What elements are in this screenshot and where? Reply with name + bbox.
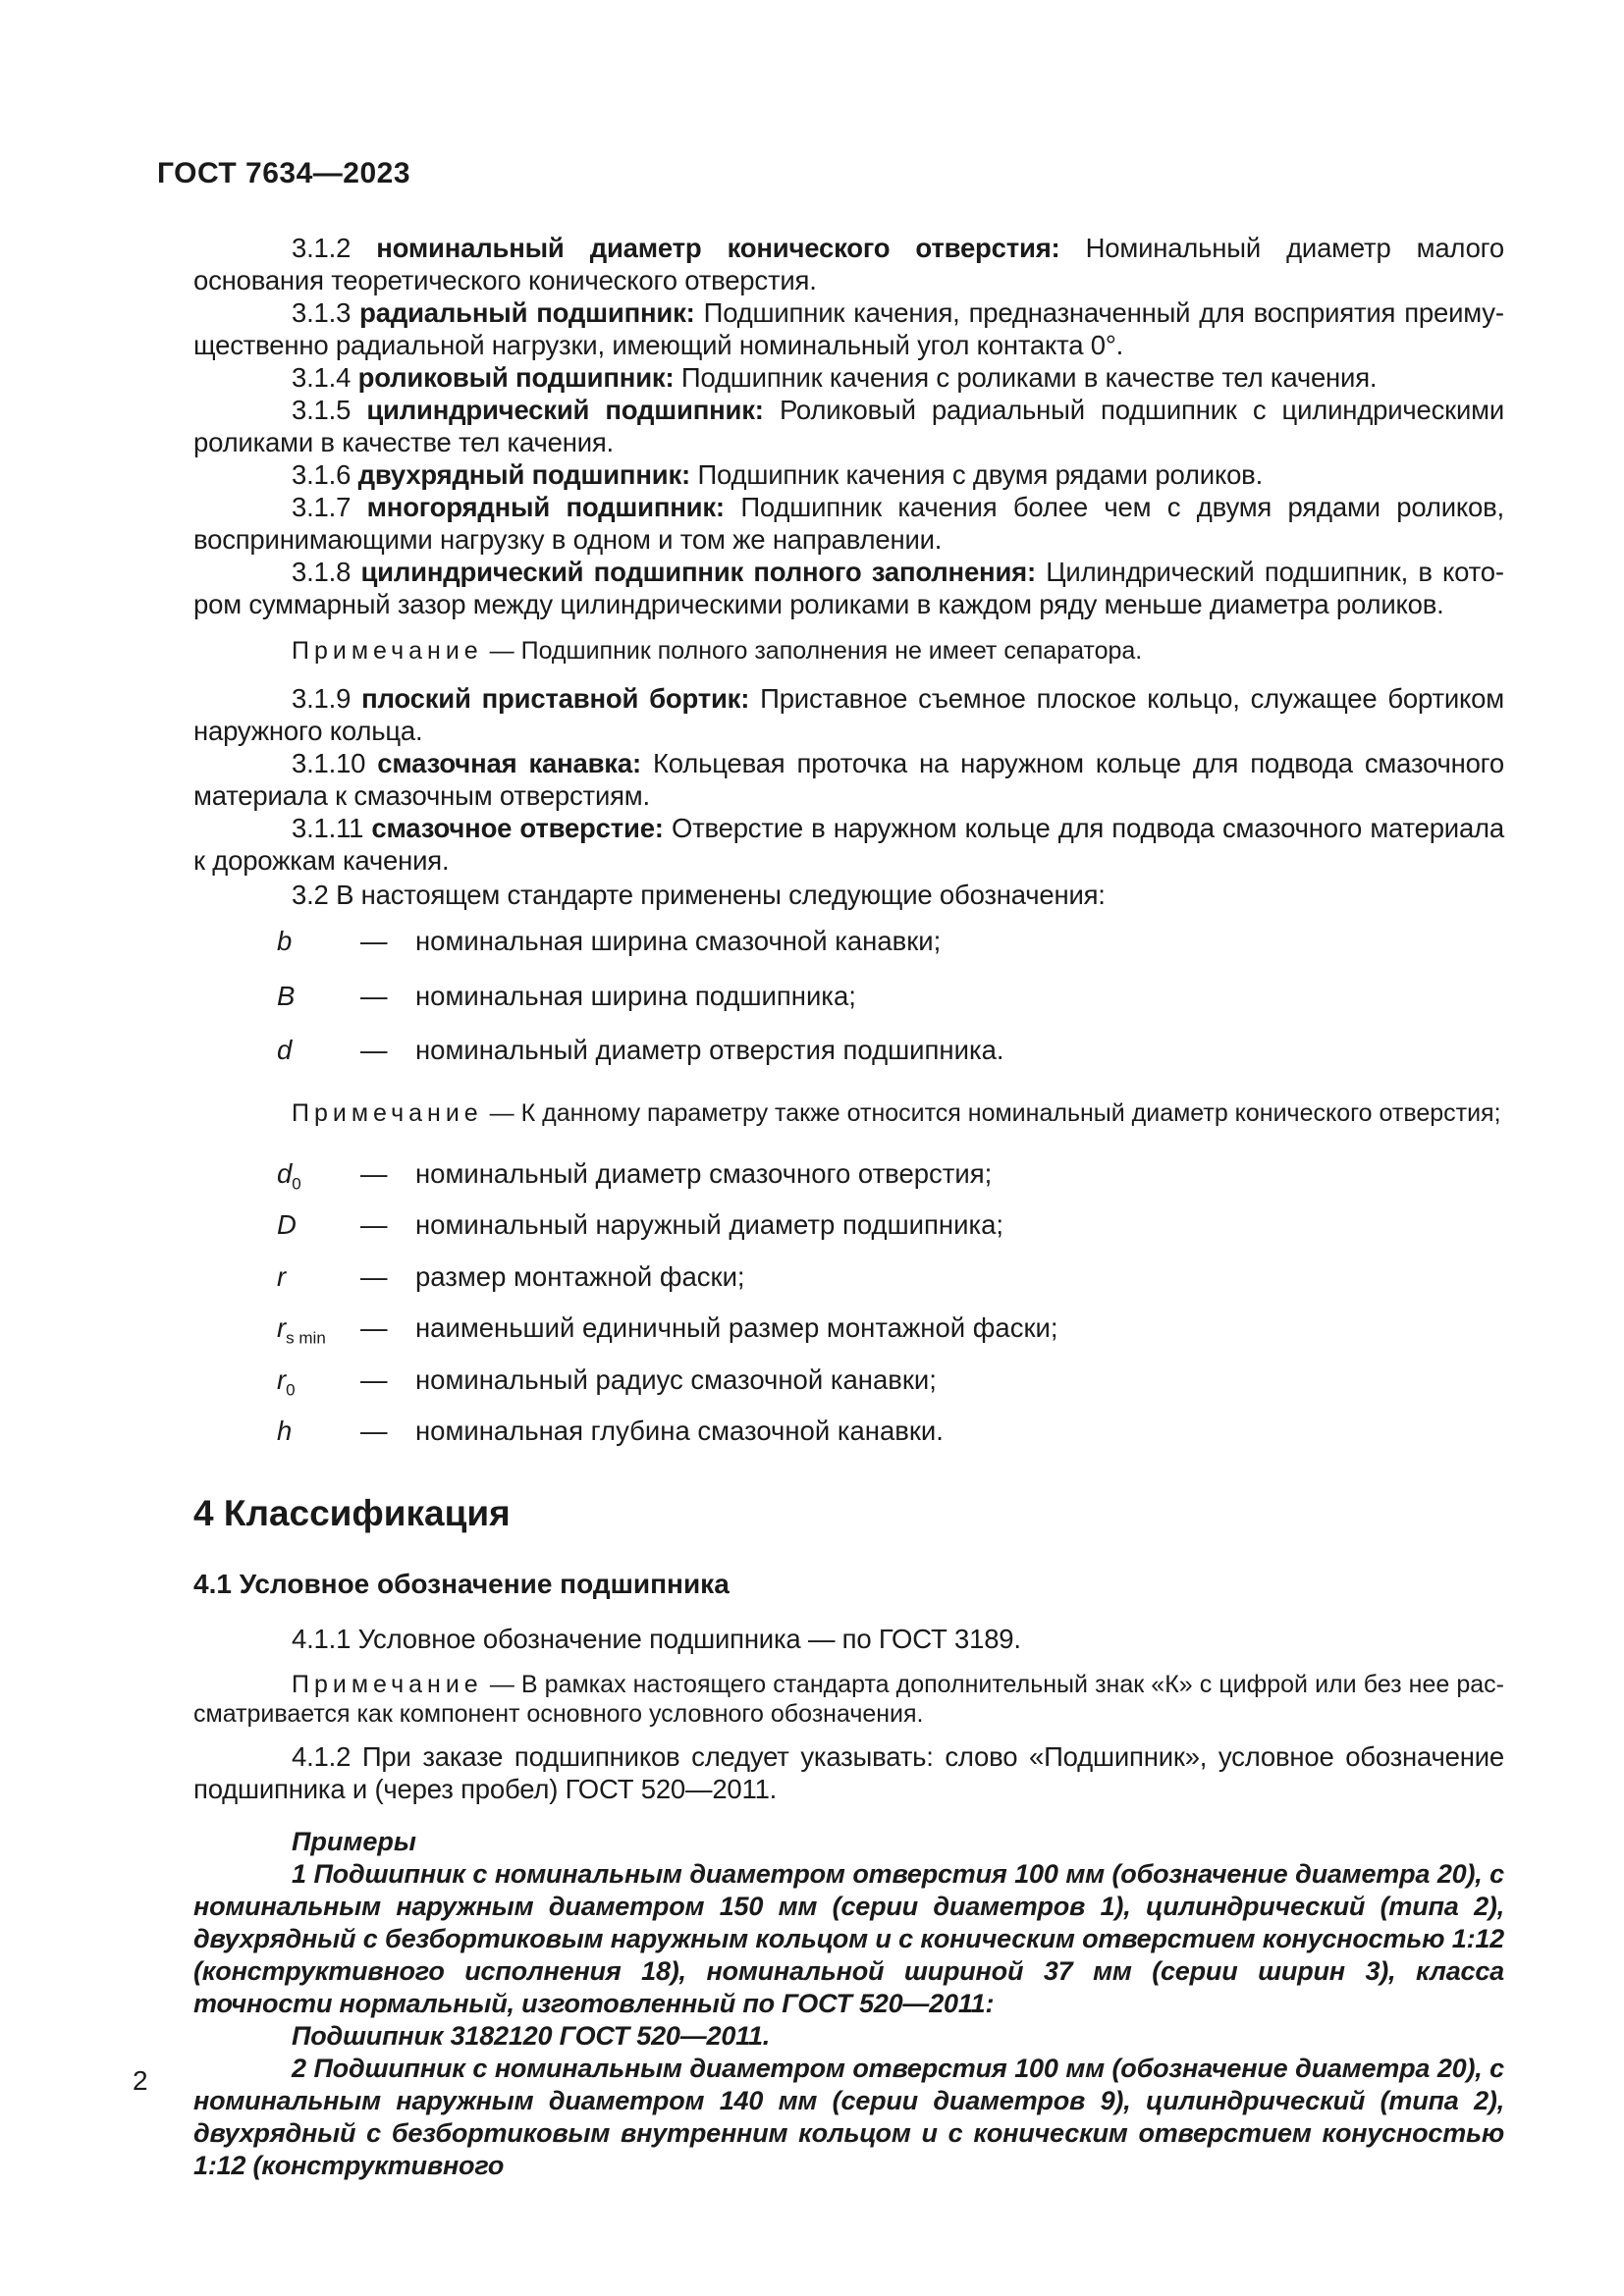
- term-number: 3.1.4: [292, 362, 352, 393]
- para-3-1-9: [193, 682, 1504, 747]
- running-header-doc-code: ГОСТ 7634—2023: [157, 157, 411, 189]
- symbol-letter: b: [277, 926, 293, 956]
- para-4-1-1: 4.1.1 Условное обозначение подшипника — по ГОСТ 3189.: [292, 1623, 1021, 1654]
- term-label: плоский приставной бортик:: [361, 683, 750, 714]
- symbol-dash: —: [360, 1209, 388, 1240]
- para-3-1-11: [193, 812, 1504, 877]
- term-number: 3.1.3: [292, 297, 352, 328]
- term-label: двухрядный подшипник:: [357, 459, 690, 490]
- term-number: 3.1.2: [292, 233, 352, 263]
- page-content: [193, 0, 1504, 2182]
- symbol: [277, 1157, 360, 1201]
- term-label: смазочная канавка:: [377, 748, 641, 778]
- note-text: — Подшипник полного заполнения не имеет сепаратора.: [489, 637, 1143, 665]
- symbol-letter: r: [277, 1363, 287, 1395]
- term-number: 3.1.5: [292, 395, 352, 425]
- symbol-description: номинальный наружный диаметр подшипника;: [415, 1209, 1004, 1240]
- term-number: 3.1.11: [292, 813, 364, 843]
- note-label: Примечание: [292, 1670, 483, 1698]
- term-number: 3.1.7: [292, 492, 352, 522]
- term-number: 3.1.10: [292, 748, 366, 778]
- example-1: 1 Подшипник с номинальным диаметром отверстия 100 мм (обозначение диаметра 20), с номинальным наружным диаметром 150 мм (серии диаметров 1), цилиндрический (типа 2), двухрядный с безбортиковым наружным кольцом и с коническим отверстием конусностью 1:12 (конструктивного исполнения 18), номинальной шириной 37 мм (серии ширин 3), класса точности нормальный, изготовленный по ГОСТ 520—2011:: [193, 1858, 1504, 2018]
- para-3-1-10: [193, 747, 1504, 812]
- symbol-dash: —: [360, 926, 388, 956]
- term-definition: Роликовый радиальный подшипник с цилиндрическими роликами в качестве тел качения.: [193, 395, 1504, 457]
- symbol-row-d0: [193, 1157, 1504, 1201]
- note-text: — В рамках настоящего стандарта дополнительный знак «К» с цифрой или без нее рассматривается как компонент основного условного обозначения.: [193, 1670, 1504, 1728]
- symbol-description: номинальная ширина подшипника;: [415, 980, 856, 1011]
- term-definition: Номинальный диаметр малого основания теоретического конического отверстия.: [193, 233, 1504, 295]
- para-3-1-4: [193, 361, 1504, 394]
- symbol-letter: r: [277, 1312, 287, 1343]
- symbol-dash: —: [360, 1415, 388, 1446]
- term-definition: Отверстие в наружном кольце для подвода смазочного материала к дорожкам качения.: [193, 813, 1504, 876]
- symbol-dash: —: [360, 1157, 388, 1189]
- term-definition: Подшипник качения с роликами в качестве тел качения.: [680, 362, 1378, 393]
- symbol-subscript: 0: [292, 1174, 301, 1193]
- symbol-dash: —: [360, 1260, 388, 1292]
- para-3-1-8: [193, 556, 1504, 620]
- symbol-description: номинальная ширина смазочной канавки;: [415, 926, 942, 956]
- symbol-row-r0: [193, 1363, 1504, 1407]
- page-number: 2: [133, 2065, 148, 2096]
- symbol-letter: D: [277, 1209, 297, 1240]
- note-label: Примечание: [292, 1098, 483, 1127]
- symbol-row-b: [193, 925, 1504, 968]
- symbol-dash: —: [360, 980, 388, 1011]
- symbol: [277, 1208, 360, 1252]
- term-label: смазочное отверстие:: [371, 813, 664, 843]
- symbol: [277, 1415, 360, 1458]
- term-label: радиальный подшипник:: [359, 297, 695, 328]
- para-4-1-2: 4.1.2 При заказе подшипников следует указывать: слово «Подшипник», условное обозначение подшипника и (через пробел) ГОСТ 520—2011.: [193, 1740, 1504, 1804]
- term-number: 3.1.6: [292, 459, 352, 490]
- note-d-parameter: [193, 1098, 1504, 1128]
- symbol: [277, 1363, 360, 1407]
- symbol-row-r: [193, 1260, 1504, 1304]
- para-3-1-7: [193, 491, 1504, 556]
- symbol: [277, 1311, 360, 1355]
- symbol-description: размер монтажной фаски;: [415, 1260, 745, 1292]
- term-label: цилиндрический подшипник:: [366, 395, 764, 425]
- term-definition: Приставное съемное плоское кольцо, служащее бортиком наружного кольца.: [193, 683, 1504, 746]
- term-label: многорядный подшипник:: [366, 492, 725, 522]
- symbol-description: номинальный диаметр отверстия подшипника.: [415, 1035, 1004, 1065]
- symbol-letter: d: [277, 1157, 293, 1189]
- symbol-dash: —: [360, 1363, 388, 1395]
- note-k-designation: [193, 1670, 1504, 1729]
- para-3-1-2: [193, 232, 1504, 296]
- symbol-description: номинальный радиус смазочной канавки;: [415, 1363, 937, 1395]
- symbol-letter: B: [277, 980, 296, 1011]
- symbol-description: номинальная глубина смазочной канавки.: [415, 1415, 944, 1446]
- symbol: [277, 925, 360, 968]
- term-number: 3.1.8: [292, 557, 352, 587]
- para-3-1-3: [193, 296, 1504, 361]
- example-1-designation: Подшипник 3182120 ГОСТ 520—2011.: [292, 2020, 771, 2051]
- symbol-subscript: 0: [286, 1380, 296, 1399]
- symbol-dash: —: [360, 1312, 388, 1343]
- example-2: 2 Подшипник с номинальным диаметром отверстия 100 мм (обозначение диаметра 20), с номинальным наружным диаметром 140 мм (серии диаметров 9), цилиндрический (типа 2), двухрядный с безбортиковым внутренним кольцом и с коническим отверстием конусностью 1:12 (конструктивного: [193, 2053, 1504, 2180]
- term-number: 3.1.9: [292, 683, 352, 714]
- symbol-row-B: [193, 980, 1504, 1023]
- para-3-2-designations-intro: 3.2 В настоящем стандарте применены следующие обозначения:: [292, 880, 1106, 910]
- examples-heading: Примеры: [292, 1826, 416, 1856]
- term-definition: Кольцевая проточка на наружном кольце для подвода смазочного материала к смазочным отверстиям.: [193, 748, 1504, 811]
- term-definition: Подшипник качения, предназначенный для восприятия преимущественно радиальной нагрузки, имеющий номинальный угол контакта 0°.: [193, 297, 1504, 360]
- term-definition: Подшипник качения более чем с двумя рядами роликов, воспринимающими нагрузку в одном и том же направлении.: [193, 492, 1504, 555]
- symbol: [277, 980, 360, 1023]
- symbol: [277, 1034, 360, 1077]
- symbol-row-h: [193, 1415, 1504, 1458]
- term-label: цилиндрический подшипник полного заполнения:: [360, 557, 1036, 587]
- symbol-letter: h: [277, 1415, 293, 1446]
- term-definition: Подшипник качения с двумя рядами роликов.: [697, 459, 1264, 490]
- symbol-description: наименьший единичный размер монтажной фаски;: [415, 1312, 1058, 1343]
- section-4-1-subheading: 4.1 Условное обозначение подшипника: [193, 1568, 730, 1599]
- term-label: роликовый подшипник:: [357, 362, 675, 393]
- para-3-1-5: [193, 394, 1504, 458]
- term-label: номинальный диаметр конического отверстия:: [376, 233, 1060, 263]
- note-full-complement: [193, 636, 1504, 666]
- symbol-row-D: [193, 1208, 1504, 1252]
- symbol-row-rsmin: [193, 1311, 1504, 1355]
- note-label: Примечание: [292, 637, 483, 665]
- symbol: [277, 1260, 360, 1304]
- symbol-letter: r: [277, 1260, 287, 1292]
- term-definition: Цилиндрический подшипник, в котором суммарный зазор между цилиндрическими роликами в каждом ряду меньше диаметра роликов.: [193, 557, 1504, 619]
- symbol-row-d: [193, 1034, 1504, 1077]
- symbol-description: номинальный диаметр смазочного отверстия;: [415, 1157, 993, 1189]
- symbol-dash: —: [360, 1035, 388, 1065]
- para-3-1-6: [193, 458, 1504, 491]
- note-text: — К данному параметру также относится номинальный диаметр конического отверстия;: [489, 1098, 1501, 1127]
- symbol-letter: d: [277, 1035, 293, 1065]
- symbol-subscript: s min: [286, 1328, 326, 1348]
- section-4-heading: 4 Классификация: [193, 1492, 511, 1533]
